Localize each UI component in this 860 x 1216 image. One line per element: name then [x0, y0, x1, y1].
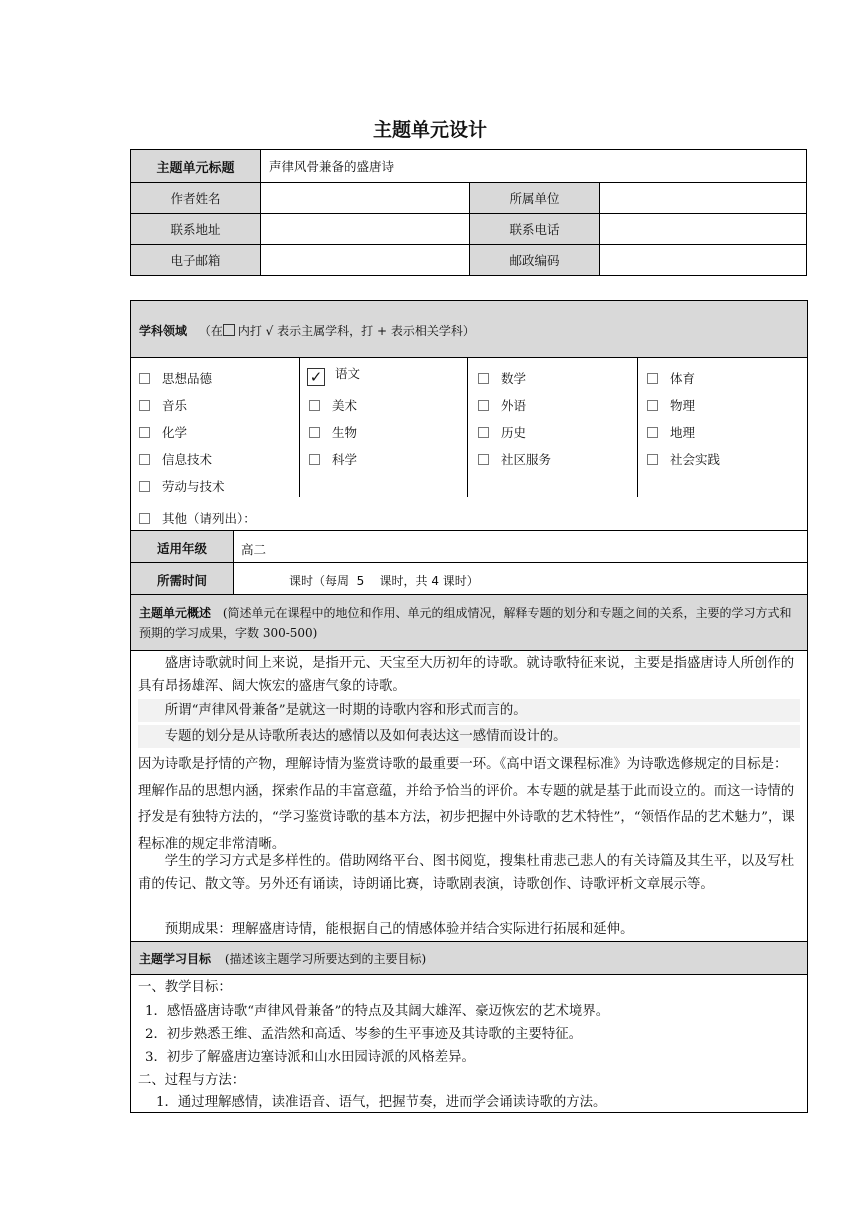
time-value[interactable]: 课时（每周 5 课时，共 4 课时）	[289, 574, 479, 588]
checkbox-icon[interactable]	[647, 373, 658, 384]
author-label: 作者姓名	[131, 183, 261, 214]
subject-label: 学科领域	[139, 324, 188, 338]
checkbox-icon[interactable]	[647, 427, 658, 438]
checkbox-icon[interactable]	[478, 454, 489, 465]
goals-header-text	[139, 950, 426, 967]
checkbox-icon[interactable]	[139, 400, 150, 411]
checkbox-icon[interactable]	[309, 400, 320, 411]
subject-item[interactable]: 劳动与技术	[139, 477, 225, 495]
goal-item: 1．通过理解感情，读准语音、语气，把握节奏，进而学会诵读诗歌的方法。	[156, 1095, 607, 1110]
checkbox-icon[interactable]	[139, 481, 150, 492]
unit-label: 所属单位	[470, 183, 600, 214]
subject-item-chinese[interactable]: ✓ 语文	[307, 364, 360, 386]
goals-label: 主题学习目标	[139, 952, 212, 966]
col-divider	[637, 357, 638, 497]
author-field[interactable]	[261, 183, 470, 214]
subject-item[interactable]: 生物	[309, 423, 357, 441]
checkbox-icon[interactable]	[478, 427, 489, 438]
goal-item: 2．初步熟悉王维、孟浩然和高适、岑参的生平事迹及其诗歌的主要特征。	[145, 1027, 583, 1042]
subject-other[interactable]: 其他（请列出）：	[139, 509, 256, 527]
subject-item[interactable]: 历史	[478, 423, 526, 441]
grade-value[interactable]: 高二	[241, 542, 267, 557]
col-divider	[467, 357, 468, 497]
page-title: 主题单元设计	[372, 119, 487, 141]
divider	[131, 974, 807, 975]
unit-field[interactable]	[600, 183, 807, 214]
time-label: 所需时间	[156, 573, 207, 588]
goal-item: 3．初步了解盛唐边塞诗派和山水田园诗派的风格差异。	[145, 1050, 475, 1065]
checkbox-icon[interactable]	[647, 454, 658, 465]
checkbox-icon[interactable]	[309, 427, 320, 438]
subject-item[interactable]: 科学	[309, 450, 357, 468]
address-label: 联系地址	[131, 214, 261, 245]
checkbox-icon[interactable]	[139, 373, 150, 384]
goal-item: 一、教学目标：	[138, 980, 232, 995]
checkbox-icon[interactable]	[309, 454, 320, 465]
postcode-field[interactable]	[600, 245, 807, 276]
overview-paragraph: 学生的学习方式是多样性的。借助网络平台、图书阅览，搜集杜甫悲己悲人的有关诗篇及其生平，以及写杜甫的传记、散文等。另外还有诵读，诗朗诵比赛，诗歌剧表演，诗歌创作、诗歌评析文章展示等。	[138, 854, 795, 892]
goal-item: 二、过程与方法：	[138, 1073, 246, 1088]
subject-item[interactable]: 音乐	[139, 396, 187, 414]
subject-item[interactable]: 化学	[139, 423, 187, 441]
col-divider	[299, 357, 300, 497]
overview-desc: (简述单元在课程中的地位和作用、单元的组成情况，解释专题的划分和专题之间的关系，主要的学习方式和预期的学习成果，字数 300-500)	[139, 606, 792, 640]
subject-item[interactable]: 信息技术	[139, 450, 212, 468]
overview-header-text	[139, 603, 801, 643]
divider	[131, 650, 807, 651]
phone-label: 联系电话	[470, 214, 600, 245]
subject-item[interactable]: 体育	[647, 369, 695, 387]
subject-item[interactable]: 社会实践	[647, 450, 720, 468]
overview-paragraph: 预期成果：理解盛唐诗情，能根据自己的情感体验并结合实际进行拓展和延伸。	[164, 922, 634, 937]
subject-item[interactable]: 地理	[647, 423, 695, 441]
subject-item[interactable]: 美术	[309, 396, 357, 414]
overview-label: 主题单元概述	[139, 606, 212, 620]
theme-value[interactable]: 声律风骨兼备的盛唐诗	[261, 150, 807, 183]
subject-note-post: 内打 √ 表示主属学科，打 + 表示相关学科）	[237, 324, 475, 338]
overview-paragraph: 所谓“声律风骨兼备”是就这一时期的诗歌内容和形式而言的。	[138, 699, 800, 722]
checkbox-icon	[223, 324, 235, 336]
checked-checkbox-icon[interactable]: ✓	[307, 368, 325, 386]
phone-field[interactable]	[600, 214, 807, 245]
subject-item[interactable]: 数学	[478, 369, 526, 387]
checkbox-icon[interactable]	[139, 454, 150, 465]
checkbox-icon[interactable]	[647, 400, 658, 411]
subject-item[interactable]: 思想品德	[139, 369, 212, 387]
checkbox-icon[interactable]	[139, 427, 150, 438]
email-label: 电子邮箱	[131, 245, 261, 276]
subject-header	[131, 301, 807, 358]
subject-item[interactable]: 社区服务	[478, 450, 551, 468]
checkbox-icon[interactable]	[139, 513, 150, 524]
subject-item[interactable]: 外语	[478, 396, 526, 414]
subject-note-pre: （在	[198, 324, 223, 338]
address-field[interactable]	[261, 214, 470, 245]
goal-item: 1．感悟盛唐诗歌“声律风骨兼备”的特点及其阔大雄浑、豪迈恢宏的艺术境界。	[145, 1004, 610, 1019]
overview-paragraph: 因为诗歌是抒情的产物，理解诗情为鉴赏诗歌的最重要一环。《高中语文课程标准》为诗歌选修规定的目标是：理解作品的思想内涵，探索作品的丰富意蕴，并给予恰当的评价。本专题的就是基于此而设立的。而这一诗情的抒发是有独特方法的，“学习鉴赏诗歌的基本方法，初步把握中外诗歌的艺术特性”，“领悟作品的艺术魅力”，课程标准的规定非常清晰。	[138, 757, 795, 852]
subject-item[interactable]: 物理	[647, 396, 695, 414]
overview-paragraph: 专题的划分是从诗歌所表达的感情以及如何表达这一感情而设计的。	[138, 725, 800, 748]
theme-label: 主题单元标题	[131, 150, 261, 183]
postcode-label: 邮政编码	[470, 245, 600, 276]
grade-label: 适用年级	[156, 541, 207, 556]
goals-desc: (描述该主题学习所要达到的主要目标)	[224, 952, 427, 966]
checkbox-icon[interactable]	[478, 373, 489, 384]
info-table	[130, 149, 807, 276]
overview-paragraph: 盛唐诗歌就时间上来说，是指开元、天宝至大历初年的诗歌。就诗歌特征来说，主要是指盛唐诗人所创作的具有昂扬雄浑、阔大恢宏的盛唐气象的诗歌。	[138, 656, 795, 694]
checkbox-icon[interactable]	[478, 400, 489, 411]
email-field[interactable]	[261, 245, 470, 276]
